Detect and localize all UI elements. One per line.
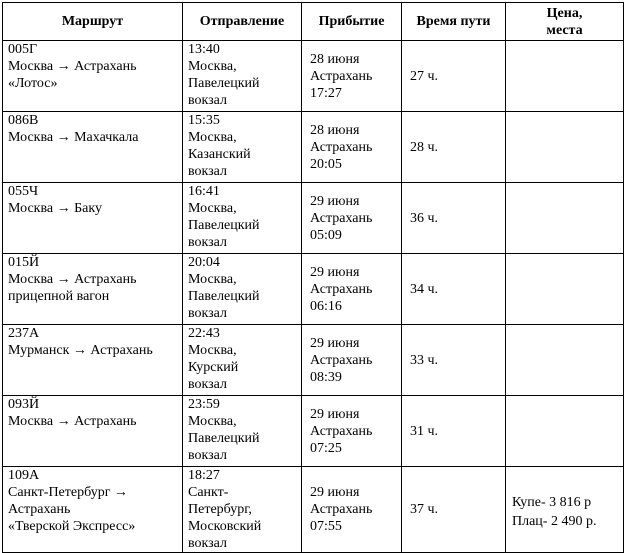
route-text: Москва → Астрахань (8, 414, 137, 429)
header-route: Маршрут (3, 3, 183, 41)
duration-cell: 36 ч. (402, 183, 506, 254)
departure-time: 13:40 (188, 42, 220, 57)
arrival-date: 29 июня (310, 485, 360, 500)
departure-station-line: Москва, (188, 130, 237, 145)
route-text: Мурманск → Астрахань (8, 343, 153, 358)
arrival-cell (302, 467, 402, 553)
arrival-time: 20:05 (310, 156, 342, 172)
header-price-line1: Цена, (546, 5, 583, 21)
arrival-time: 05:09 (310, 227, 342, 243)
arrival-time: 17:27 (310, 85, 342, 101)
departure-cell (183, 41, 302, 112)
price-cell (506, 467, 624, 553)
arrival-date: 29 июня (310, 406, 360, 422)
departure-station-line: вокзал (188, 377, 227, 392)
route-text: Москва → Баку (8, 201, 102, 216)
price-cell (506, 396, 624, 467)
arrival-time: 07:25 (310, 440, 342, 456)
arrival-city: Астрахань (310, 502, 373, 517)
header-arrival: Прибытие (302, 3, 402, 41)
train-number: 086В (8, 113, 39, 128)
price-compartment: Купе- 3 816 р (512, 494, 592, 510)
price-cell (506, 325, 624, 396)
arrival-cell (302, 183, 402, 254)
table-row (3, 467, 624, 553)
departure-cell (183, 183, 302, 254)
arrival-city: Астрахань (310, 139, 373, 155)
departure-station-line: Павелецкий (188, 76, 260, 91)
duration-cell: 34 ч. (402, 254, 506, 325)
departure-station-line: Москва, (188, 414, 237, 429)
departure-station-line: вокзал (188, 235, 227, 250)
arrival-city: Астрахань (310, 281, 373, 297)
table-row (3, 396, 624, 467)
departure-time: 18:27 (188, 468, 220, 483)
duration-cell: 37 ч. (402, 467, 506, 553)
departure-station-line: вокзал (188, 306, 227, 321)
departure-station-line: вокзал (188, 448, 227, 463)
header-price-line2: места (546, 22, 583, 38)
departure-station-line: Санкт- (188, 485, 229, 500)
arrival-city: Астрахань (310, 68, 373, 84)
table-row (3, 254, 624, 325)
price-cell (506, 183, 624, 254)
departure-station-line: Москва, (188, 272, 237, 287)
route-cell (3, 41, 183, 112)
departure-time: 23:59 (188, 397, 220, 412)
price-platzkart: Плац- 2 490 р. (512, 513, 597, 529)
train-number: 237А (8, 326, 40, 341)
train-name: «Тверской Экспресс» (8, 519, 136, 534)
header-departure: Отправление (183, 3, 302, 41)
departure-station-line: Москва, (188, 59, 237, 74)
price-cell (506, 112, 624, 183)
departure-station-line: вокзал (188, 93, 227, 108)
train-name: «Лотос» (8, 76, 58, 91)
departure-station-line: вокзал (188, 164, 227, 179)
departure-station-line: Курский (188, 360, 239, 375)
departure-station-line: Павелецкий (188, 431, 260, 446)
train-number: 005Г (8, 42, 38, 57)
duration-cell: 27 ч. (402, 41, 506, 112)
departure-station-line: Казанский (188, 147, 251, 162)
train-name: прицепной вагон (8, 289, 110, 304)
arrival-city: Астрахань (310, 423, 373, 439)
route-cell (3, 396, 183, 467)
train-number: 015Й (8, 255, 40, 270)
header-price (506, 3, 624, 41)
table-row (3, 325, 624, 396)
header-duration: Время пути (402, 3, 506, 41)
departure-time: 22:43 (188, 326, 220, 341)
table-row (3, 112, 624, 183)
route-cell (3, 112, 183, 183)
duration-cell: 33 ч. (402, 325, 506, 396)
departure-station-line: вокзал (188, 536, 227, 551)
arrival-date: 29 июня (310, 335, 360, 351)
departure-station-line: Петербург, (188, 502, 252, 517)
arrival-time: 06:16 (310, 298, 342, 314)
route-cell (3, 467, 183, 553)
train-number: 055Ч (8, 184, 39, 199)
departure-cell (183, 325, 302, 396)
arrival-cell (302, 254, 402, 325)
route-cell (3, 254, 183, 325)
departure-station-line: Москва, (188, 201, 237, 216)
price-cell (506, 254, 624, 325)
arrival-cell (302, 396, 402, 467)
departure-time: 20:04 (188, 255, 220, 270)
route-text: Астрахань (8, 502, 71, 517)
departure-station-line: Московский (188, 519, 262, 534)
route-text: Москва → Астрахань (8, 59, 137, 74)
arrival-cell (302, 112, 402, 183)
departure-time: 16:41 (188, 184, 220, 199)
arrival-date: 29 июня (310, 264, 360, 280)
departure-cell (183, 112, 302, 183)
table-row (3, 183, 624, 254)
arrival-city: Астрахань (310, 352, 373, 368)
departure-time: 15:35 (188, 113, 220, 128)
train-schedule-table (2, 2, 624, 553)
arrival-cell (302, 41, 402, 112)
route-text: Санкт-Петербург → (8, 485, 128, 500)
route-text: Москва → Астрахань (8, 272, 137, 287)
route-cell (3, 183, 183, 254)
arrival-time: 07:55 (310, 519, 342, 534)
route-cell (3, 325, 183, 396)
duration-cell: 28 ч. (402, 112, 506, 183)
departure-cell (183, 467, 302, 553)
departure-station-line: Павелецкий (188, 289, 260, 304)
departure-cell (183, 254, 302, 325)
route-text: Москва → Махачкала (8, 130, 139, 145)
departure-station-line: Павелецкий (188, 218, 260, 233)
header-row (3, 3, 624, 41)
table-row (3, 41, 624, 112)
departure-station-line: Москва, (188, 343, 237, 358)
arrival-cell (302, 325, 402, 396)
price-cell (506, 41, 624, 112)
arrival-date: 28 июня (310, 51, 360, 67)
arrival-date: 29 июня (310, 193, 360, 209)
arrival-city: Астрахань (310, 210, 373, 226)
train-number: 109А (8, 468, 40, 483)
arrival-time: 08:39 (310, 369, 342, 385)
train-number: 093Й (8, 397, 40, 412)
departure-cell (183, 396, 302, 467)
duration-cell: 31 ч. (402, 396, 506, 467)
arrival-date: 28 июня (310, 122, 360, 138)
